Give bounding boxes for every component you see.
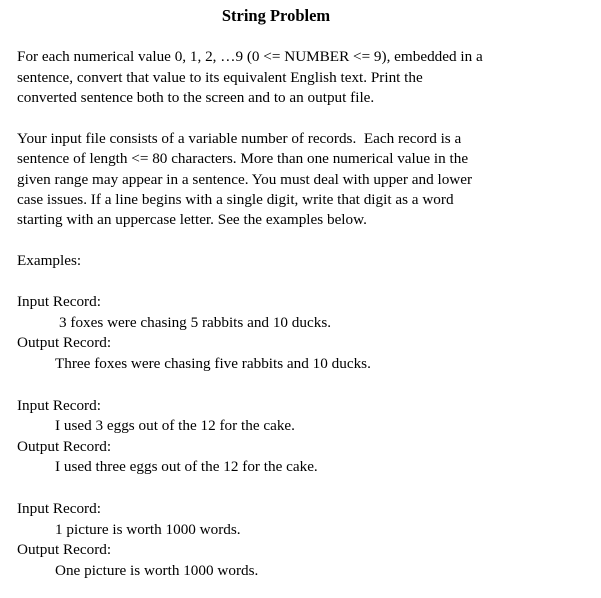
example2-output-label: Output Record: (17, 438, 112, 455)
paragraph1-line-3: converted sentence both to the screen and to an output file. (17, 89, 375, 106)
paragraph2-line-4: case issues. If a line begins with a single digit, write that digit as a word (17, 191, 454, 208)
example1-output-label: Output Record: (17, 334, 112, 351)
paragraph2-line-1: Your input file consists of a variable number of records. Each record is a (17, 130, 462, 147)
paragraph1-line-1: For each numerical value 0, 1, 2, …9 (0 <= NUMBER <= 9), embedded in a (17, 48, 483, 65)
example3-input-label: Input Record: (17, 500, 101, 517)
example3-input-text: 1 picture is worth 1000 words. (55, 521, 241, 538)
example2-input-text: I used 3 eggs out of the 12 for the cake. (55, 417, 295, 434)
example1-input-label: Input Record: (17, 293, 101, 310)
paragraph2-line-3: given range may appear in a sentence. You must deal with upper and lower (17, 171, 473, 188)
paragraph2-line-2: sentence of length <= 80 characters. More than one numerical value in the (17, 150, 469, 167)
paragraph1-line-2: sentence, convert that value to its equivalent English text. Print the (17, 69, 423, 86)
paragraph2-line-5: starting with an uppercase letter. See the examples below. (17, 211, 367, 228)
example2-input-label: Input Record: (17, 397, 101, 414)
example3-output-text: One picture is worth 1000 words. (55, 562, 259, 579)
example2-output-text: I used three eggs out of the 12 for the cake. (55, 458, 318, 475)
example1-output-text: Three foxes were chasing five rabbits and 10 ducks. (55, 355, 371, 372)
example3-output-label: Output Record: (17, 541, 112, 558)
examples-heading: Examples: (17, 252, 82, 269)
example1-input-text: 3 foxes were chasing 5 rabbits and 10 ducks. (59, 314, 332, 331)
document-title: String Problem (221, 6, 331, 25)
